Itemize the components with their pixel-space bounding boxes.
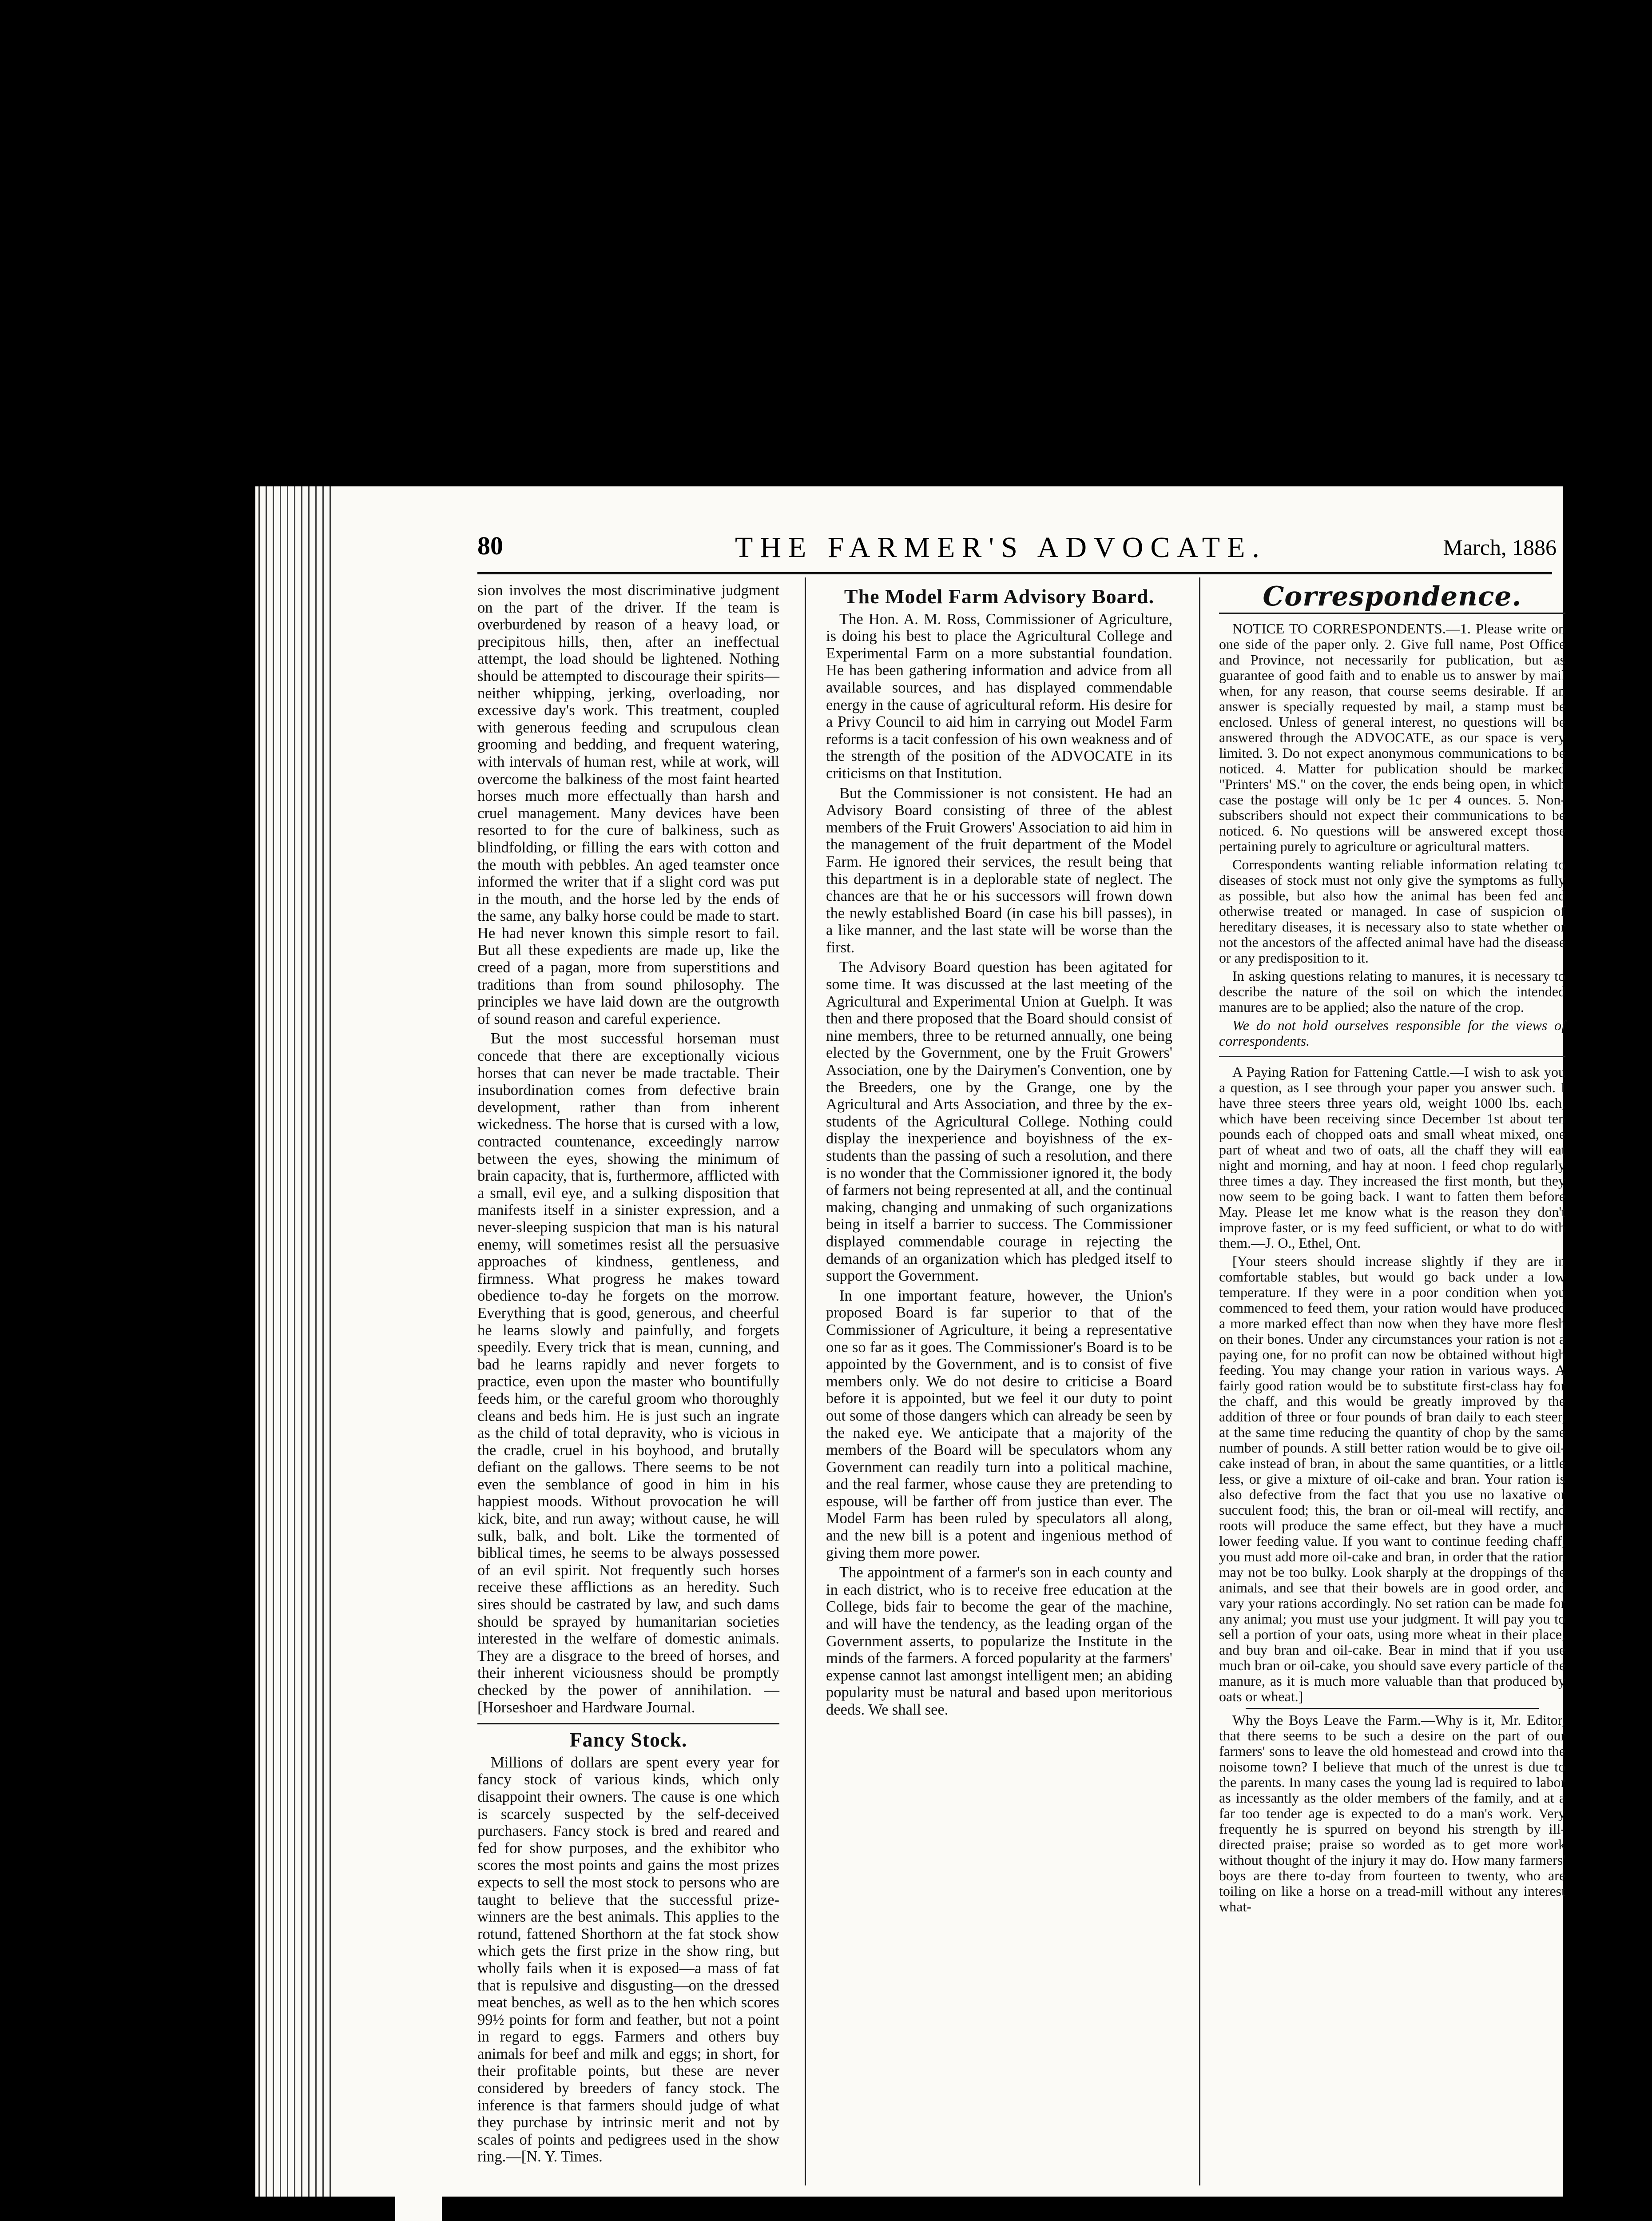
article-heading: The Model Farm Advisory Board. — [844, 585, 1155, 608]
paragraph: But the Commissioner is not consistent. He had an Advisory Board consisting of three of the ablest members of the Fruit Growers' Association to aid him in the management of the fruit department of the Model Farm. He ignored their services, the result being that this department is in a deplorable state of neglect. The chances are that he or his successors will frown down the newly established Board (in case his bill passes), in a like manner, and the last state will be worse than the first. — [826, 784, 1172, 956]
short-rule — [1246, 1708, 1539, 1709]
issue-date: March, 1886 — [1443, 535, 1557, 560]
column-3 — [1219, 582, 1565, 1917]
paragraph: Correspondents wanting reliable information relating to diseases of stock must not only give the symptoms as fully as possible, but also how the animal has been fed and otherwise treated or managed. In case of suspicion of hereditary diseases, it is necessary also to state whether or not the ancestors of the affected animal have had the disease or any predisposition to it. — [1219, 856, 1565, 966]
reply: [Your steers should increase slightly if they are in comfortable stables, but would go back under a low temperature. If they were in a poor condition when you commenced to feed them, your ration would have produced a more marked effect than now when they have more flesh on their bones. Under any circumstances your ration is not a paying one, for no profit can now be obtained without high feeding. You may change your ration in various ways. A fairly good ration would be to substitute first-class hay for the chaff, and this would be greatly improved by the addition of three or four pounds of bran daily to each steer, at the same time reducing the quantity of chop by the same number of pounds. A still better ration would be to give oil-cake instead of bran, in about the same quantities, or a little less, or give a mixture of oil-cake and bran. Your ration is also defective from the fact that you use no laxative or succulent food; this, the bran or oil-meal will rectify, and roots will produce the same effect, but they have a much lower feeding value. If you want to continue feeding chaff, you must add more oil-cake and bran, in order that the ration may not be too bulky. Look sharply at the droppings of the animals, and see that their bowels are in good order, and vary your rations accordingly. No set ration can be made for any animal; you must use your judgment. It will pay you to sell a portion of your oats, using more wheat in their place, and buy bran and oil-cake. Bear in mind that if you use much bran or oil-cake, you should save every particle of the manure, as it is much more valuable than that produced by oats or wheat.] — [1219, 1253, 1565, 1704]
masthead — [477, 531, 1557, 566]
column-2 — [826, 582, 1172, 1721]
paragraph: The Hon. A. M. Ross, Commissioner of Agriculture, is doing his best to place the Agricultural College and Experimental Farm on a more substantial foundation. He has been gathering information and advice from all available sources, and has displayed commendable energy in the cause of agricultural reform. His desire for a Privy Council to aid him in carrying out Model Farm reforms is a tacit confession of his own weakness and of the strength of the position of the ADVOCATE in its criticisms on that Institution. — [826, 610, 1172, 782]
section-heading: Correspondence. — [1263, 581, 1522, 612]
notice-paragraph: NOTICE TO CORRESPONDENTS.—1. Please write on one side of the paper only. 2. Give full name, Post Office and Province, not necessarily for publication, but as guarantee of good faith and to enable us to answer by mail when, for any reason, that course seems desirable. If an answer is specially requested by mail, a stamp must be enclosed. Unless of general interest, no questions will be answered through the ADVOCATE, as our space is very limited. 3. Do not expect anonymous communications to be noticed. 4. Matter for publication should be marked "Printers' MS." on the cover, the ends being open, in which case the postage will only be 1c per 4 ounces. 5. Non-subscribers should not expect their communications to be noticed. 6. No questions will be answered except those pertaining purely to agriculture or agricultural matters. — [1219, 620, 1565, 854]
page-strip — [411, 2168, 442, 2221]
section-rule — [1219, 1056, 1565, 1057]
paragraph: In one important feature, however, the Union's proposed Board is far superior to that of the Commissioner of Agriculture, it being a representative one so far as it goes. The Commissioner's Board is to be appointed by the Government, and is to consist of five members only. We do not desire to criticise a Board before it is appointed, but we feel it our duty to point out some of those dangers which can already be seen by the naked eye. We anticipate that a majority of the members of the Board will be speculators whom any Government can readily turn into a political machine, and the real farmer, whose cause they are pretending to espouse, will be farther off from justice than ever. The Model Farm has been ruled by speculators all along, and the new bill is a potent and ingenious method of giving them more power. — [826, 1287, 1172, 1561]
section-rule — [1219, 613, 1565, 614]
page-title: THE FARMER'S ADVOCATE. — [735, 531, 1267, 564]
section-rule — [477, 1723, 779, 1724]
paragraph: sion involves the most discriminative judgment on the part of the driver. If the team is overburdened by reason of a heavy load, or precipitous hills, then, after an ineffectual attempt, the load should be lightened. Nothing should be attempted to discourage their spirits—neither whipping, jerking, overloading, nor excessive day's work. This treatment, coupled with generous feeding and scrupulous clean grooming and bedding, and frequent watering, with intervals of human rest, while at work, will overcome the balkiness of the most faint hearted horses much more effectually than harsh and cruel management. Many devices have been resorted to for the cure of balkiness, such as blindfolding, or filling the ears with cotton and the mouth with pebbles. An aged teamster once informed the writer that if a slight cord was put in the mouth, and the horse led by the ends of the same, any balky horse could be made to start. He had never known this simple resort to fail. But all these expedients are made up, like the creed of a pagan, more from superstitions and traditions than from sound philosophy. The principles we have laid down are the outgrowth of sound reason and careful experience. — [477, 582, 779, 1027]
letter: A Paying Ration for Fattening Cattle.—I wish to ask you a question, as I see through your paper you answer such. I have three steers three years old, weight 1000 lbs. each, which have been receiving since December 1st about ten pounds each of chopped oats and small wheat mixed, one part of wheat and two of oats, all the chaff they will eat night and morning, and hay at noon. I feed chop regularly three times a day. They increased the first month, but they now seem to be going back. I want to fatten them before May. Please let me know what is the reason they don't improve faster, or is my feed sufficient, or what to do with them.—J. O., Ethel, Ont. — [1219, 1063, 1565, 1251]
article-heading: Fancy Stock. — [569, 1728, 687, 1751]
paragraph: The Advisory Board question has been agitated for some time. It was discussed at the last meeting of the Agricultural and Experimental Union at Guelph. It was then and there proposed that the Board should consist of nine members, three to be returned annually, one being elected by the Government, one by the Fruit Growers' Association, one by the Dairymen's Convention, one by the Breeders, one by the Grange, one by the Agricultural and Arts Association, and three by the ex-students of the Agricultural College. Nothing could display the inexperience and boyishness of the ex-students than the passing of such a resolution, and there is no wonder that the Commissioner ignored it, the body of farmers not being represented at all, and the continual making, changing and unmaking of such organizations being in itself a barrier to success. The Commissioner displayed commendable courage in rejecting the demands of an organization which has pledged itself to support the Government. — [826, 959, 1172, 1285]
column-divider — [1199, 577, 1200, 2185]
column-divider — [805, 577, 806, 2185]
paragraph: In asking questions relating to manures, it is necessary to describe the nature of the soil on which the intended manures are to be applied; also the nature of the crop. — [1219, 967, 1565, 1015]
page-number: 80 — [477, 531, 503, 560]
paragraph: Millions of dollars are spent every year for fancy stock of various kinds, which only disappoint their owners. The cause is one which is scarcely suspected by the self-deceived purchasers. Fancy stock is bred and reared and fed for show purposes, and the exhibitor who scores the most points and gains the most prizes expects to sell the most stock to persons who are taught to believe that the successful prize-winners are the best animals. This applies to the rotund, fattened Shorthorn at the fat stock show which gets the first prize in the show ring, but wholly fails when it is exposed—a mass of fat that is repulsive and disgusting—on the dressed meat benches, as well as to the hen which scores 99½ points for form and feather, but not a point in regard to eggs. Farmers and others buy animals for beef and milk and eggs; in short, for their profitable points, but these are never considered by breeders of fancy stock. The inference is that farmers should judge of what they purchase by intrinsic merit and not by scales of points and pedigrees used in the show ring.—[N. Y. Times. — [477, 1754, 779, 2165]
paragraph: The appointment of a farmer's son in each county and in each district, who is to receive free education at the College, bids fair to become the gear of the machine, and will have the tendency, as the leading organ of the Government asserts, to popularize the Institute in the minds of the farmers. A forced popularity at the farmers' expense cannot last amongst intelligent men; an abiding popularity must be natural and based upon meritorious deeds. We shall see. — [826, 1564, 1172, 1718]
column-1 — [477, 582, 779, 2168]
disclaimer: We do not hold ourselves responsible for the views of correspondents. — [1219, 1017, 1565, 1049]
paragraph: But the most successful horseman must concede that there are exceptionally vicious horses that can never be made tractable. Their insubordination comes from defective brain development, rather than from inherent wickedness. The horse that is cursed with a low, contracted countenance, exceedingly narrow between the eyes, showing the minimum of brain capacity, that is, furthermore, afflicted with a small, evil eye, and a sulking disposition that manifests itself in a sinister expression, and a never-sleeping suspicion that man is his natural enemy, will sometimes resist all the persuasive approaches of kindness, gentleness, and firmness. What progress he makes toward obedience to-day he forgets on the morrow. Everything that is good, generous, and cheerful he learns slowly and painfully, and forgets speedily. Every trick that is mean, cunning, and bad he learns rapidly and never forgets to practice, even upon the master who bountifully feeds him, or the careful groom who thoroughly cleans and beds him. He is just such an ingrate as the child of total depravity, who is vicious in the cradle, cruel in his boyhood, and brutally defiant on the gallows. There seems to be not even the semblance of good in him in his happiest moods. Without provocation he will kick, bite, and run away; without cause, he will sulk, balk, and bolt. Like the tormented of biblical times, he seems to be always possessed of an evil spirit. Not frequently such horses receive these afflictions as an heredity. Such sires should be castrated by law, and such dams should be sprayed by humanitarian societies interested in the welfare of domestic animals. They are a disgrace to the breed of horses, and their inherent viciousness should be promptly checked by the power of annihilation. —[Horseshoer and Hardware Journal. — [477, 1030, 779, 1716]
page-tab — [395, 2159, 413, 2221]
letter: Why the Boys Leave the Farm.—Why is it, Mr. Editor, that there seems to be such a desire on the part of our farmers' sons to leave the old homestead and crowd into the noisome town? I believe that much of the unrest is due to the parents. In many cases the young lad is required to labor as incessantly as the older members of the family, and at a far too tender age is expected to do a man's work. Very frequently he is spurred on beyond his strength by ill-directed praise; praise so worded as to get more work without thought of the injury it may do. How many farmers' boys are there to-day from fourteen to twenty, who are toiling on like a horse on a tread-mill without any interest what- — [1219, 1712, 1565, 1915]
masthead-rule — [477, 572, 1552, 574]
page-stack-edge — [255, 486, 331, 2197]
